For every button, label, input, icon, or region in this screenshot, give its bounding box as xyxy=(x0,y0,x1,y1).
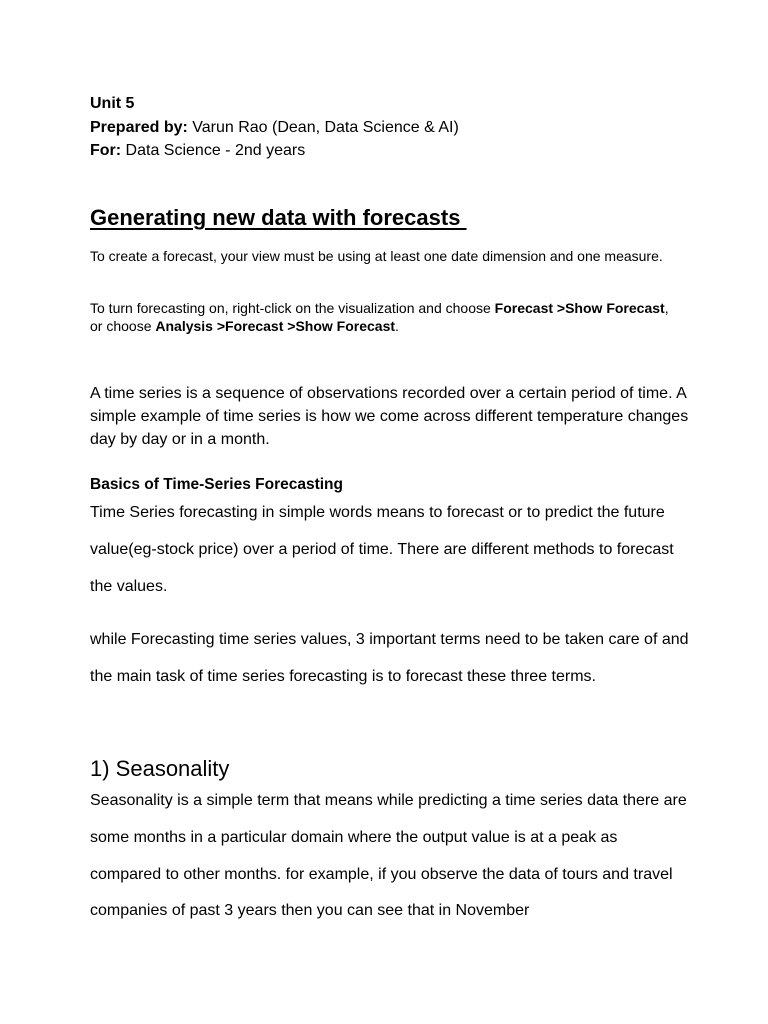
enable-text-suffix: . xyxy=(395,318,399,334)
prepared-by-label: Prepared by: xyxy=(90,118,188,136)
enable-text-prefix: To turn forecasting on, right-click on the visualization and choose xyxy=(90,300,495,316)
document-page xyxy=(90,92,690,920)
prepared-by-line xyxy=(90,116,690,140)
menu-path-analysis-forecast: Analysis >Forecast >Show Forecast xyxy=(155,318,396,334)
time-series-paragraph: A time series is a sequence of observations recorded over a certain period of time. A simple example of time series is how we come across different temperature changes day by day or in a month. xyxy=(90,385,689,448)
unit-label: Unit 5 xyxy=(90,95,135,112)
basics-paragraph-1: Time Series forecasting in simple words means to forecast or to predict the future value(eg-stock price) over a period of time. There are different methods to forecast the values. xyxy=(90,504,674,595)
enable-text-middle: , or choose xyxy=(90,300,669,334)
document-title: Generating new data with forecasts xyxy=(90,205,467,230)
forecast-requirement-paragraph: To create a forecast, your view must be using at least one date dimension and one measure. xyxy=(90,248,663,264)
seasonality-heading: 1) Seasonality xyxy=(90,756,230,781)
for-label: For: xyxy=(90,142,122,159)
prepared-by-value: Varun Rao (Dean, Data Science & AI) xyxy=(187,118,459,136)
seasonality-paragraph: Seasonality is a simple term that means while predicting a time series data there are some months in a particular domain where the output value is at a peak as compared to other months. for example, if you observe the data of tours and travel companies of past 3 years then you can see that in November xyxy=(90,792,687,920)
for-value: Data Science - 2nd years xyxy=(121,142,306,159)
basics-heading: Basics of Time-Series Forecasting xyxy=(90,476,343,493)
basics-paragraph-2: while Forecasting time series values, 3 important terms need to be taken care of and the main task of time series forecasting is to forecast these three terms. xyxy=(90,631,689,685)
audience-line xyxy=(90,139,690,163)
forecast-enable-paragraph xyxy=(90,299,680,335)
menu-path-show-forecast: Forecast >Show Forecast xyxy=(494,300,665,316)
